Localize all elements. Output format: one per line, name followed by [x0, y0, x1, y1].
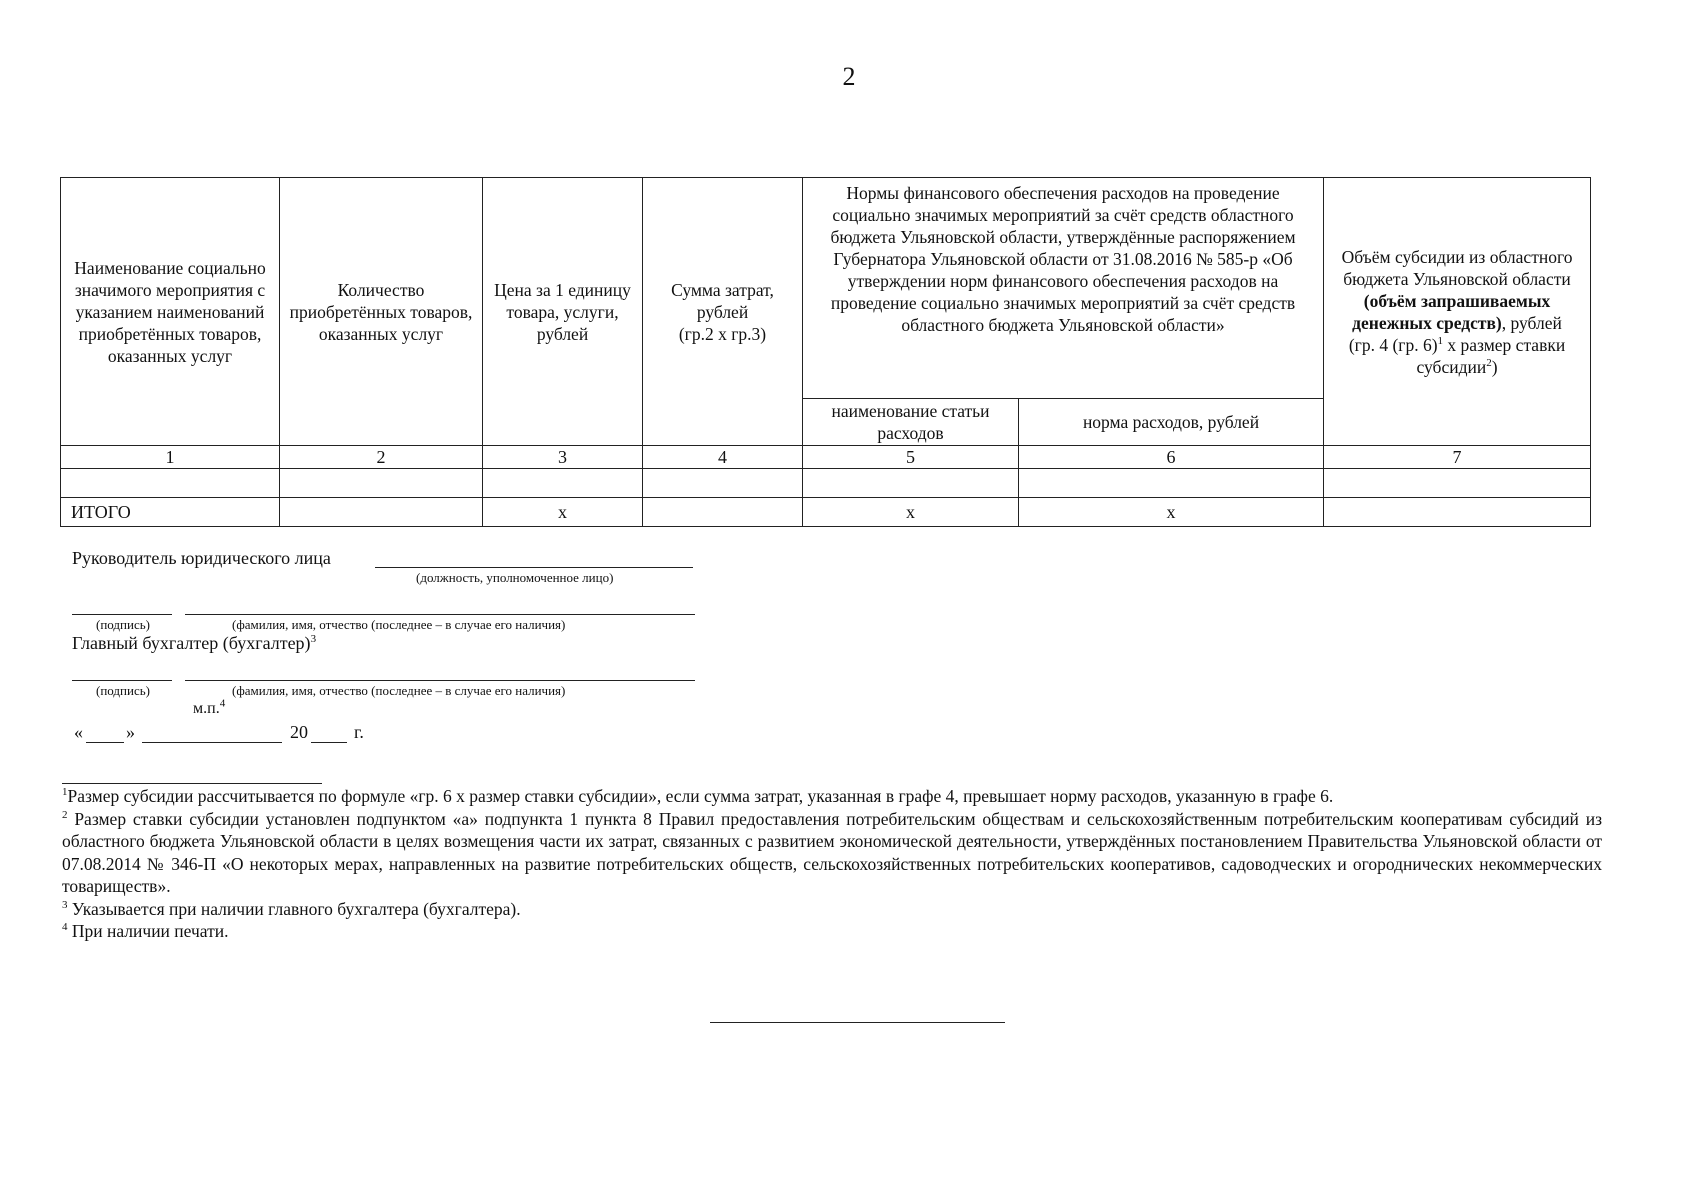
- date-month-line[interactable]: [142, 742, 282, 743]
- table-cell[interactable]: [280, 469, 483, 498]
- header-quantity: Количество приобретённых товаров, оказанных услуг: [280, 178, 483, 446]
- header-expense-norm: норма расходов, рублей: [1019, 399, 1324, 446]
- header-subsidy-volume-bold: (объём запрашиваемых денежных средств): [1352, 290, 1551, 333]
- table-row: [61, 469, 1591, 498]
- table-cell[interactable]: [1019, 469, 1324, 498]
- accountant-label-text: Главный бухгалтер (бухгалтер): [72, 633, 311, 653]
- total-cell[interactable]: [280, 498, 483, 527]
- subsidy-calculation-table: [60, 177, 1591, 527]
- header-subsidy-volume-formula: (гр. 4 (гр. 6): [1348, 334, 1438, 355]
- footnote-number: 2: [62, 808, 68, 821]
- date-year-prefix: 20: [290, 722, 308, 742]
- head-name-line[interactable]: [185, 614, 695, 615]
- footnote-ref-3: 3: [310, 633, 317, 645]
- footnote-ref-4: 4: [219, 697, 226, 710]
- header-subsidy-volume-rate: х размер ставки субсидии: [1416, 334, 1566, 377]
- date-day-line[interactable]: [86, 742, 124, 743]
- footnote-number: 1: [62, 786, 68, 799]
- date-year-line[interactable]: [311, 742, 347, 743]
- column-number: 1: [61, 446, 280, 469]
- header-total-cost-label: Сумма затрат, рублей: [671, 279, 774, 322]
- footnote: [62, 785, 1602, 808]
- stamp-label: м.п.: [193, 700, 220, 717]
- footnote: [62, 920, 1602, 943]
- footnotes: [62, 785, 1602, 943]
- column-number: 4: [643, 446, 803, 469]
- footnote: [62, 898, 1602, 921]
- footnote: [62, 808, 1602, 898]
- header-total-cost-formula: (гр.2 х гр.3): [678, 323, 767, 344]
- head-signature-caption: (подпись): [96, 617, 150, 632]
- head-signature-line[interactable]: [72, 614, 172, 615]
- header-expense-item: наименование статьи расходов: [803, 399, 1019, 446]
- column-number: 3: [483, 446, 643, 469]
- total-cell[interactable]: [643, 498, 803, 527]
- header-activity-name: Наименование социально значимого мероприятия с указанием наименований приобретённых товаров, оказанных услуг: [61, 178, 280, 446]
- footnote-ref-1: 1: [1437, 334, 1444, 347]
- column-numbers-row: [61, 446, 1591, 469]
- header-financing-norms: Нормы финансового обеспечения расходов на проведение социально значимых мероприятий за счёт средств областного бюджета Ульяновской области, утверждённые распоряжением Губернатора Ульяновской области от 31.08.2016 № 585-р «Об утверждении норм финансового обеспечения расходов на проведение социально значимых мероприятий за счёт средств областного бюджета Ульяновской области»: [803, 178, 1324, 399]
- accountant-label: [72, 633, 316, 654]
- date-close-quote: »: [126, 722, 135, 742]
- column-number: 6: [1019, 446, 1324, 469]
- footnote-number: 4: [62, 921, 68, 934]
- total-cell: х: [483, 498, 643, 527]
- table-cell[interactable]: [643, 469, 803, 498]
- total-label: ИТОГО: [61, 498, 280, 527]
- total-cell: х: [1019, 498, 1324, 527]
- header-unit-price: Цена за 1 единицу товара, услуги, рублей: [483, 178, 643, 446]
- table-cell[interactable]: [1324, 469, 1591, 498]
- table-cell[interactable]: [803, 469, 1019, 498]
- footnote-separator: [62, 783, 322, 784]
- table-cell[interactable]: [483, 469, 643, 498]
- accountant-signature-caption: (подпись): [96, 683, 150, 698]
- date-year-suffix: г.: [354, 722, 364, 742]
- footnote-ref-2: 2: [1486, 356, 1492, 369]
- header-subsidy-volume: [1324, 178, 1591, 446]
- stamp-place: [193, 697, 226, 718]
- footnote-text: Размер ставки субсидии установлен подпунктом «а» подпункта 1 пункта 8 Правил предоставления потребительским обществам и сельскохозяйственным потребительским кооперативам субсидий из областного бюджета Ульяновской области в целях возмещения части их затрат, связанных с развитием экономической деятельности, утверждённых постановлением Правительства Ульяновской области от 07.08.2014 № 346-П «О некоторых мерах, направленных на развитие потребительских обществ, сельскохозяйственных потребительских кооперативов, садоводческих и огороднических некоммерческих товариществ».: [62, 808, 1603, 896]
- table-cell[interactable]: [61, 469, 280, 498]
- column-number: 5: [803, 446, 1019, 469]
- accountant-name-caption: (фамилия, имя, отчество (последнее – в случае его наличия): [232, 683, 566, 698]
- column-number: 2: [280, 446, 483, 469]
- header-total-cost: [643, 178, 803, 446]
- total-cell: х: [803, 498, 1019, 527]
- total-row: [61, 498, 1591, 527]
- header-subsidy-volume-close: ): [1491, 356, 1498, 377]
- head-position-line[interactable]: [375, 567, 693, 568]
- page-number: 2: [842, 62, 856, 91]
- head-label: Руководитель юридического лица: [72, 548, 331, 568]
- footnote-number: 3: [62, 898, 68, 911]
- header-subsidy-volume-unit: , рублей: [1501, 312, 1562, 333]
- footnote-text: Указывается при наличии главного бухгалтера (бухгалтера).: [71, 898, 521, 919]
- accountant-signature-line[interactable]: [72, 680, 172, 681]
- column-number: 7: [1324, 446, 1591, 469]
- date-open-quote: «: [74, 722, 83, 742]
- head-name-caption: (фамилия, имя, отчество (последнее – в случае его наличия): [232, 617, 566, 632]
- accountant-name-line[interactable]: [185, 680, 695, 681]
- footnote-text: При наличии печати.: [71, 921, 229, 941]
- head-position-caption: (должность, уполномоченное лицо): [416, 570, 614, 585]
- header-subsidy-volume-text: Объём субсидии из областного бюджета Ульяновской области: [1341, 246, 1573, 289]
- footnote-text: Размер субсидии рассчитывается по формуле «гр. 6 х размер ставки субсидии», если сумма затрат, указанная в графе 4, превышает норму расходов, указанную в графе 6.: [67, 786, 1334, 806]
- total-cell[interactable]: [1324, 498, 1591, 527]
- closing-rule: [710, 1022, 1005, 1023]
